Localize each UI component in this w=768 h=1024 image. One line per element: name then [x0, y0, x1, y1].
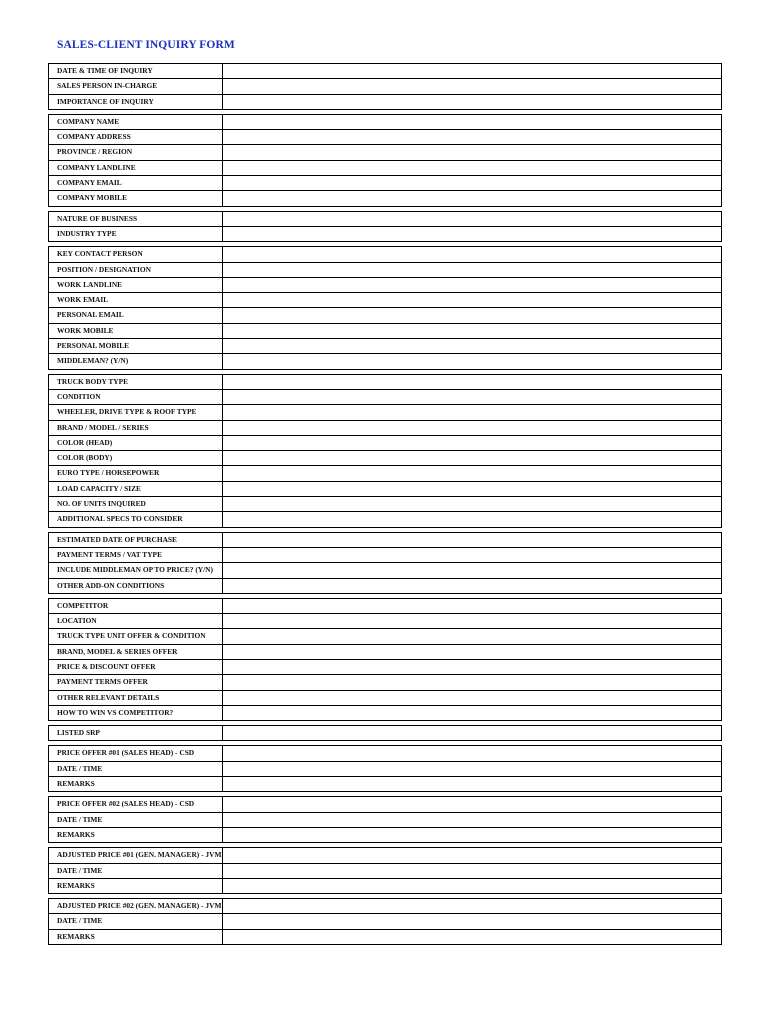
field-label: DATE / TIME	[49, 762, 223, 776]
form-row	[49, 726, 721, 740]
form-row	[49, 481, 721, 496]
field-value-cell[interactable]	[223, 324, 721, 338]
form-row	[49, 450, 721, 465]
field-label: ADDITIONAL SPECS TO CONSIDER	[49, 512, 223, 526]
field-label: REMARKS	[49, 879, 223, 893]
form-section	[48, 114, 722, 207]
field-value-cell[interactable]	[223, 212, 721, 226]
form-section	[48, 796, 722, 843]
form-row	[49, 277, 721, 292]
field-label: DATE / TIME	[49, 813, 223, 827]
field-value-cell[interactable]	[223, 645, 721, 659]
field-label: HOW TO WIN VS COMPETITOR?	[49, 706, 223, 720]
field-label: REMARKS	[49, 930, 223, 944]
form-row	[49, 929, 721, 944]
field-label: SALES PERSON IN-CHARGE	[49, 79, 223, 93]
field-value-cell[interactable]	[223, 629, 721, 643]
form-row	[49, 389, 721, 404]
form-row	[49, 64, 721, 78]
field-value-cell[interactable]	[223, 339, 721, 353]
field-value-cell[interactable]	[223, 512, 721, 526]
field-value-cell[interactable]	[223, 95, 721, 109]
field-label: REMARKS	[49, 777, 223, 791]
field-value-cell[interactable]	[223, 675, 721, 689]
field-label: DATE & TIME OF INQUIRY	[49, 64, 223, 78]
field-label: ADJUSTED PRICE #02 (GEN. MANAGER) - JVM	[49, 899, 223, 913]
field-label: EURO TYPE / HORSEPOWER	[49, 466, 223, 480]
field-label: REMARKS	[49, 828, 223, 842]
field-label: POSITION / DESIGNATION	[49, 263, 223, 277]
form-row	[49, 705, 721, 720]
form-row	[49, 307, 721, 322]
form-row	[49, 674, 721, 689]
field-label: PAYMENT TERMS OFFER	[49, 675, 223, 689]
field-value-cell[interactable]	[223, 161, 721, 175]
field-value-cell[interactable]	[223, 247, 721, 261]
field-value-cell[interactable]	[223, 130, 721, 144]
form-row	[49, 863, 721, 878]
form-row	[49, 375, 721, 389]
field-value-cell[interactable]	[223, 390, 721, 404]
field-label: MIDDLEMAN? (Y/N)	[49, 354, 223, 368]
form-section	[48, 725, 722, 741]
form-row	[49, 628, 721, 643]
field-value-cell[interactable]	[223, 848, 721, 862]
field-value-cell[interactable]	[223, 293, 721, 307]
form-row	[49, 338, 721, 353]
field-value-cell[interactable]	[223, 864, 721, 878]
form-row	[49, 465, 721, 480]
form-row	[49, 644, 721, 659]
form-row	[49, 496, 721, 511]
field-value-cell[interactable]	[223, 79, 721, 93]
form-row	[49, 776, 721, 791]
form-row	[49, 247, 721, 261]
form-row	[49, 547, 721, 562]
field-label: WORK EMAIL	[49, 293, 223, 307]
form-section	[48, 598, 722, 721]
field-label: COMPETITOR	[49, 599, 223, 613]
field-label: LISTED SRP	[49, 726, 223, 740]
field-value-cell[interactable]	[223, 762, 721, 776]
form-section	[48, 898, 722, 945]
form-row	[49, 511, 721, 526]
field-label: PROVINCE / REGION	[49, 145, 223, 159]
form-row	[49, 353, 721, 368]
form-row	[49, 262, 721, 277]
field-label: DATE / TIME	[49, 914, 223, 928]
form-row	[49, 78, 721, 93]
field-label: PERSONAL MOBILE	[49, 339, 223, 353]
form-row	[49, 144, 721, 159]
field-value-cell[interactable]	[223, 64, 721, 78]
field-label: ESTIMATED DATE OF PURCHASE	[49, 533, 223, 547]
field-value-cell[interactable]	[223, 145, 721, 159]
form-row	[49, 812, 721, 827]
field-value-cell[interactable]	[223, 482, 721, 496]
field-value-cell[interactable]	[223, 930, 721, 944]
form-row	[49, 878, 721, 893]
field-label: NO. OF UNITS INQUIRED	[49, 497, 223, 511]
field-label: OTHER RELEVANT DETAILS	[49, 691, 223, 705]
field-label: TRUCK TYPE UNIT OFFER & CONDITION	[49, 629, 223, 643]
field-label: COMPANY ADDRESS	[49, 130, 223, 144]
field-value-cell[interactable]	[223, 405, 721, 419]
field-value-cell[interactable]	[223, 436, 721, 450]
form-row	[49, 848, 721, 862]
field-label: PRICE OFFER #02 (SALES HEAD) - CSD	[49, 797, 223, 811]
form-row	[49, 115, 721, 129]
field-label: ADJUSTED PRICE #01 (GEN. MANAGER) - JVM	[49, 848, 223, 862]
field-label: COMPANY LANDLINE	[49, 161, 223, 175]
field-label: INCLUDE MIDDLEMAN OP TO PRICE? (Y/N)	[49, 563, 223, 577]
field-value-cell[interactable]	[223, 451, 721, 465]
field-value-cell[interactable]	[223, 466, 721, 480]
form-section	[48, 63, 722, 110]
form-row	[49, 761, 721, 776]
form-row	[49, 404, 721, 419]
field-label: COMPANY MOBILE	[49, 191, 223, 205]
form-row	[49, 226, 721, 241]
form-row	[49, 899, 721, 913]
field-value-cell[interactable]	[223, 308, 721, 322]
field-label: WHEELER, DRIVE TYPE & ROOF TYPE	[49, 405, 223, 419]
form-row	[49, 323, 721, 338]
field-value-cell[interactable]	[223, 533, 721, 547]
field-value-cell[interactable]	[223, 278, 721, 292]
field-value-cell[interactable]	[223, 354, 721, 368]
field-label: LOCATION	[49, 614, 223, 628]
field-value-cell[interactable]	[223, 497, 721, 511]
field-value-cell[interactable]	[223, 660, 721, 674]
field-label: COMPANY NAME	[49, 115, 223, 129]
field-value-cell[interactable]	[223, 746, 721, 760]
form-row	[49, 562, 721, 577]
form-row	[49, 599, 721, 613]
form-row	[49, 160, 721, 175]
form-row	[49, 129, 721, 144]
form-row	[49, 212, 721, 226]
field-value-cell[interactable]	[223, 914, 721, 928]
field-value-cell[interactable]	[223, 726, 721, 740]
field-label: KEY CONTACT PERSON	[49, 247, 223, 261]
form-row	[49, 175, 721, 190]
field-label: OTHER ADD-ON CONDITIONS	[49, 579, 223, 593]
form-row	[49, 190, 721, 205]
field-value-cell[interactable]	[223, 797, 721, 811]
form-section	[48, 211, 722, 243]
field-value-cell[interactable]	[223, 563, 721, 577]
form-section	[48, 246, 722, 369]
field-value-cell[interactable]	[223, 614, 721, 628]
field-value-cell[interactable]	[223, 706, 721, 720]
form-row	[49, 690, 721, 705]
form-row	[49, 578, 721, 593]
form-row	[49, 613, 721, 628]
field-label: COMPANY EMAIL	[49, 176, 223, 190]
form-row	[49, 746, 721, 760]
form-title: SALES-CLIENT INQUIRY FORM	[57, 39, 235, 51]
field-value-cell[interactable]	[223, 777, 721, 791]
field-value-cell[interactable]	[223, 421, 721, 435]
form-row	[49, 292, 721, 307]
form-section	[48, 745, 722, 792]
field-label: PAYMENT TERMS / VAT TYPE	[49, 548, 223, 562]
field-value-cell[interactable]	[223, 828, 721, 842]
field-value-cell[interactable]	[223, 879, 721, 893]
field-label: WORK LANDLINE	[49, 278, 223, 292]
form-section	[48, 532, 722, 594]
field-label: COLOR (BODY)	[49, 451, 223, 465]
field-label: LOAD CAPACITY / SIZE	[49, 482, 223, 496]
field-label: PRICE & DISCOUNT OFFER	[49, 660, 223, 674]
field-label: NATURE OF BUSINESS	[49, 212, 223, 226]
field-label: BRAND, MODEL & SERIES OFFER	[49, 645, 223, 659]
field-label: PERSONAL EMAIL	[49, 308, 223, 322]
form-row	[49, 913, 721, 928]
field-label: IMPORTANCE OF INQUIRY	[49, 95, 223, 109]
form-row	[49, 94, 721, 109]
field-value-cell[interactable]	[223, 176, 721, 190]
form-row	[49, 533, 721, 547]
field-value-cell[interactable]	[223, 548, 721, 562]
form-row	[49, 435, 721, 450]
field-label: INDUSTRY TYPE	[49, 227, 223, 241]
form-row	[49, 659, 721, 674]
field-value-cell[interactable]	[223, 115, 721, 129]
inquiry-form-table	[48, 63, 722, 949]
field-label: WORK MOBILE	[49, 324, 223, 338]
field-label: BRAND / MODEL / SERIES	[49, 421, 223, 435]
form-row	[49, 827, 721, 842]
field-value-cell[interactable]	[223, 599, 721, 613]
field-value-cell[interactable]	[223, 375, 721, 389]
field-value-cell[interactable]	[223, 227, 721, 241]
field-value-cell[interactable]	[223, 899, 721, 913]
field-label: PRICE OFFER #01 (SALES HEAD) - CSD	[49, 746, 223, 760]
field-label: COLOR (HEAD)	[49, 436, 223, 450]
field-label: TRUCK BODY TYPE	[49, 375, 223, 389]
form-section	[48, 374, 722, 528]
field-value-cell[interactable]	[223, 813, 721, 827]
field-label: DATE / TIME	[49, 864, 223, 878]
field-value-cell[interactable]	[223, 263, 721, 277]
form-row	[49, 420, 721, 435]
field-value-cell[interactable]	[223, 579, 721, 593]
form-row	[49, 797, 721, 811]
field-label: CONDITION	[49, 390, 223, 404]
field-value-cell[interactable]	[223, 191, 721, 205]
field-value-cell[interactable]	[223, 691, 721, 705]
form-section	[48, 847, 722, 894]
